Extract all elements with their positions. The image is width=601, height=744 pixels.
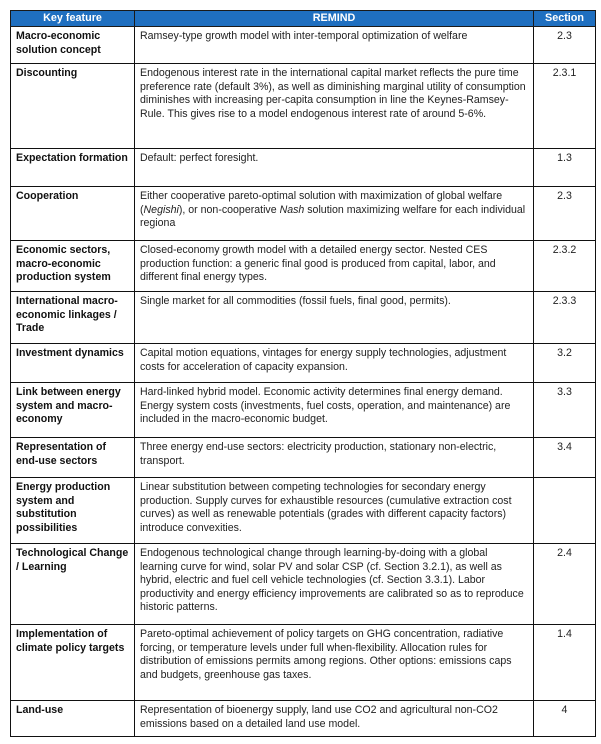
table-row <box>11 292 596 344</box>
row-key: Economic sectors, macro-economic production system <box>11 241 135 292</box>
row-section: 3.4 <box>534 438 596 478</box>
row-description: Ramsey-type growth model with inter-temporal optimization of welfare <box>135 27 534 64</box>
row-description: Endogenous interest rate in the international capital market reflects the pure time preference rate (default 3%), as well as diminishing marginal utility of consumption diminishes with increasing per-capita consumption in line the Keynes-Ramsey-Rule. This gives rise to a model endogenous interest rate of around 5-6%. <box>135 64 534 149</box>
row-description: Three energy end-use sectors: electricity production, stationary non-electric, transport. <box>135 438 534 478</box>
table-row <box>11 344 596 383</box>
table-row <box>11 701 596 737</box>
header-model: REMIND <box>135 11 534 27</box>
table-row <box>11 544 596 625</box>
table-row <box>11 478 596 544</box>
row-key: Macro-economic solution concept <box>11 27 135 64</box>
desc-text: Either cooperative pareto-optimal solution with maximization of global welfare ( <box>140 190 503 216</box>
row-key: Energy production system and substitution possibilities <box>11 478 135 544</box>
desc-text: solution maximizing welfare for each individual regiona <box>140 203 526 230</box>
row-section: 3.3 <box>534 383 596 438</box>
table-row <box>11 27 596 64</box>
row-description: Default: perfect foresight. <box>135 149 534 187</box>
row-key: Expectation formation <box>11 149 135 187</box>
key-features-table <box>10 10 596 737</box>
row-description: Closed-economy growth model with a detailed energy sector. Nested CES production function: a generic final good is produced from capital, labor, and different final energy types. <box>135 241 534 292</box>
row-key: Technological Change / Learning <box>11 544 135 625</box>
row-section: 2.3.3 <box>534 292 596 344</box>
table-row <box>11 383 596 438</box>
row-description: Capital motion equations, vintages for energy supply technologies, adjustment costs for acceleration of capacity expansion. <box>135 344 534 383</box>
row-section: 2.3.2 <box>534 241 596 292</box>
table-row <box>11 438 596 478</box>
table-row <box>11 149 596 187</box>
row-description: Pareto-optimal achievement of policy targets on GHG concentration, radiative forcing, or temperature levels under full when-flexibility. Allocation rules for distribution of emissions permits among regions. Other options: emissions caps and budgets, greenhouse gas taxes. <box>135 625 534 701</box>
row-description <box>135 187 534 241</box>
row-description: Single market for all commodities (fossil fuels, final good, permits). <box>135 292 534 344</box>
row-section: 4 <box>534 701 596 737</box>
desc-text: ), or non-cooperative <box>178 203 280 216</box>
row-key: Representation of end-use sectors <box>11 438 135 478</box>
row-section: 2.3.1 <box>534 64 596 149</box>
header-row <box>11 11 596 27</box>
row-section: 2.4 <box>534 544 596 625</box>
row-description: Linear substitution between competing technologies for secondary energy production. Supply curves for exhaustible resources (cumulative extraction cost curves) as well as renewable potentials (grades with different capacity factors) introduce convexities. <box>135 478 534 544</box>
table-row <box>11 241 596 292</box>
row-key: Investment dynamics <box>11 344 135 383</box>
row-description: Endogenous technological change through learning-by-doing with a global learning curve for wind, solar PV and solar CSP (cf. Section 3.2.1), as well as hybrid, electric and fuel cell vehicle technologies (cf. Section 3.3.1). Labor productivity and energy efficiency improvements are calibrated so as to reproduce historic patterns. <box>135 544 534 625</box>
row-section: 3.2 <box>534 344 596 383</box>
table-row <box>11 187 596 241</box>
row-section: 1.4 <box>534 625 596 701</box>
row-section: 2.3 <box>534 187 596 241</box>
row-section: 1.3 <box>534 149 596 187</box>
row-key: Link between energy system and macro-economy <box>11 383 135 438</box>
row-key: Implementation of climate policy targets <box>11 625 135 701</box>
header-section: Section <box>534 11 596 27</box>
header-key-feature: Key feature <box>11 11 135 27</box>
row-key: International macro-economic linkages / Trade <box>11 292 135 344</box>
desc-italic-negishi: Negishi <box>143 203 179 216</box>
row-key: Cooperation <box>11 187 135 241</box>
table-row <box>11 64 596 149</box>
row-section <box>534 478 596 544</box>
row-description: Hard-linked hybrid model. Economic activity determines final energy demand. Energy system costs (investments, fuel costs, operation, and maintenance) are included in the macro-economic budget. <box>135 383 534 438</box>
table-row <box>11 625 596 701</box>
desc-italic-nash: Nash <box>279 203 305 216</box>
row-key: Discounting <box>11 64 135 149</box>
row-section: 2.3 <box>534 27 596 64</box>
row-key: Land-use <box>11 701 135 737</box>
row-description: Representation of bioenergy supply, land use CO2 and agricultural non-CO2 emissions based on a detailed land use model. <box>135 701 534 737</box>
